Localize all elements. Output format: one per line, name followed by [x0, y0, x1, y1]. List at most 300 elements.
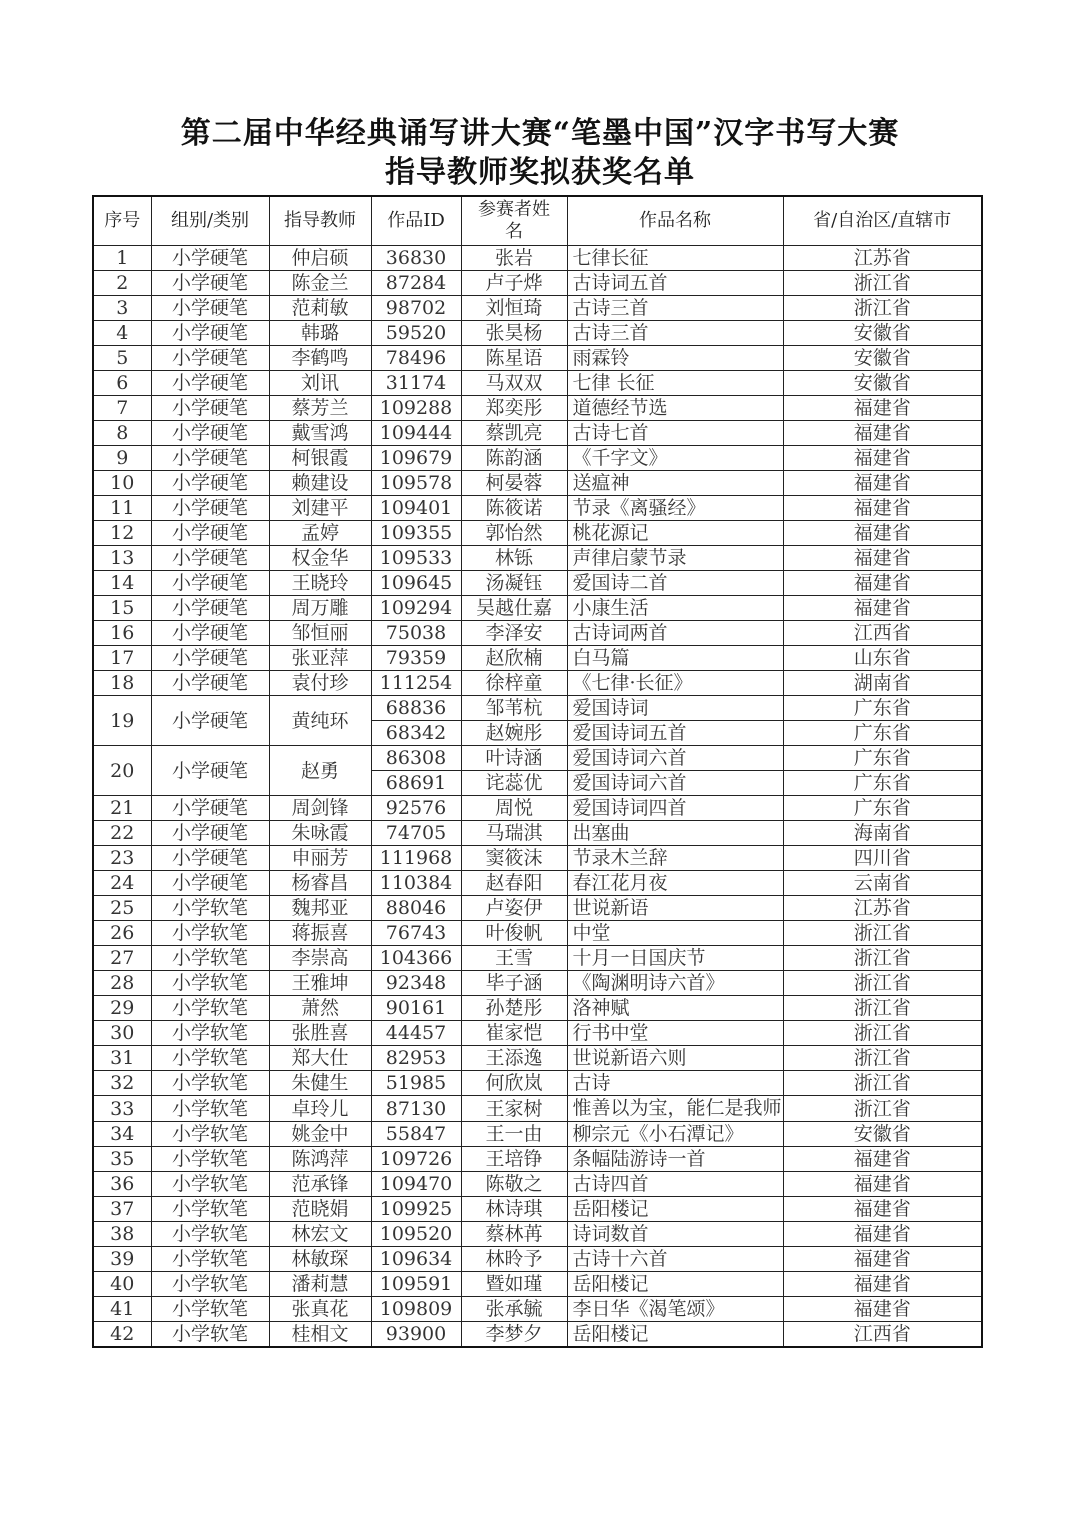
- province: 浙江省: [783, 946, 982, 971]
- table-row: [93, 746, 982, 771]
- province: 浙江省: [783, 296, 982, 321]
- work-name: 柳宗元《小石潭记》: [567, 1122, 783, 1147]
- group-category: 小学软笔: [151, 1247, 269, 1272]
- row-number: 5: [93, 346, 151, 371]
- work-name: 古诗词两首: [567, 621, 783, 646]
- table-row: [93, 546, 982, 571]
- group-category: 小学硬笔: [151, 746, 269, 796]
- group-category: 小学软笔: [151, 1021, 269, 1046]
- table-row: [93, 621, 982, 646]
- work-name: 爱国诗词五首: [567, 721, 783, 746]
- student-name: 李泽安: [461, 621, 567, 646]
- province: 福建省: [783, 1172, 982, 1197]
- teacher-name: 韩璐: [269, 321, 371, 346]
- row-number: 31: [93, 1046, 151, 1071]
- group-category: 小学硬笔: [151, 396, 269, 421]
- group-category: 小学硬笔: [151, 346, 269, 371]
- table-header-row: [93, 196, 982, 246]
- province: 广东省: [783, 696, 982, 721]
- group-category: 小学软笔: [151, 1197, 269, 1222]
- province: 浙江省: [783, 271, 982, 296]
- award-list-table: [92, 195, 983, 1348]
- work-name: 古诗三首: [567, 321, 783, 346]
- teacher-name: 戴雪鸿: [269, 421, 371, 446]
- student-name: 邹苇杭: [461, 696, 567, 721]
- work-id: 86308: [371, 746, 461, 771]
- table-row: [93, 521, 982, 546]
- student-name: 陈敬之: [461, 1172, 567, 1197]
- table-row: [93, 396, 982, 421]
- work-name: 桃花源记: [567, 521, 783, 546]
- province: 福建省: [783, 521, 982, 546]
- province: 江西省: [783, 621, 982, 646]
- row-number: 8: [93, 421, 151, 446]
- work-id: 110384: [371, 871, 461, 896]
- group-category: 小学软笔: [151, 1046, 269, 1071]
- table-row: [93, 571, 982, 596]
- student-name: 毕子涵: [461, 971, 567, 996]
- teacher-name: 刘建平: [269, 496, 371, 521]
- work-name: 七律 长征: [567, 371, 783, 396]
- table-row: [93, 1272, 982, 1297]
- province: 福建省: [783, 1297, 982, 1322]
- row-number: 6: [93, 371, 151, 396]
- teacher-name: 林敏琛: [269, 1247, 371, 1272]
- teacher-name: 范莉敏: [269, 296, 371, 321]
- work-name: 行书中堂: [567, 1021, 783, 1046]
- student-name: 孙楚彤: [461, 996, 567, 1021]
- teacher-name: 杨睿昌: [269, 871, 371, 896]
- table-row: [93, 921, 982, 946]
- teacher-name: 蒋振喜: [269, 921, 371, 946]
- student-name: 赵春阳: [461, 871, 567, 896]
- province: 浙江省: [783, 1071, 982, 1096]
- student-name: 王一由: [461, 1122, 567, 1147]
- header-student: 参赛者姓名: [461, 196, 567, 246]
- student-name: 诧蕊优: [461, 771, 567, 796]
- work-id: 92348: [371, 971, 461, 996]
- row-number: 34: [93, 1122, 151, 1147]
- teacher-name: 陈鸿萍: [269, 1147, 371, 1172]
- row-number: 16: [93, 621, 151, 646]
- row-number: 35: [93, 1147, 151, 1172]
- teacher-name: 李鹤鸣: [269, 346, 371, 371]
- work-name: 李日华《渴笔颂》: [567, 1297, 783, 1322]
- work-id: 109533: [371, 546, 461, 571]
- work-name: 节录木兰辞: [567, 846, 783, 871]
- work-id: 109520: [371, 1222, 461, 1247]
- table-row: [93, 646, 982, 671]
- group-category: 小学硬笔: [151, 821, 269, 846]
- work-id: 109288: [371, 396, 461, 421]
- student-name: 陈韵涵: [461, 446, 567, 471]
- row-number: 3: [93, 296, 151, 321]
- work-id: 78496: [371, 346, 461, 371]
- work-name: 中堂: [567, 921, 783, 946]
- row-number: 17: [93, 646, 151, 671]
- province: 福建省: [783, 471, 982, 496]
- teacher-name: 周剑锋: [269, 796, 371, 821]
- student-name: 郭怡然: [461, 521, 567, 546]
- group-category: 小学硬笔: [151, 696, 269, 746]
- province: 云南省: [783, 871, 982, 896]
- work-name: 《千字文》: [567, 446, 783, 471]
- student-name: 蔡凯亮: [461, 421, 567, 446]
- province: 浙江省: [783, 921, 982, 946]
- student-name: 王家树: [461, 1096, 567, 1122]
- work-id: 31174: [371, 371, 461, 396]
- province: 安徽省: [783, 1122, 982, 1147]
- work-id: 109355: [371, 521, 461, 546]
- table-row: [93, 1247, 982, 1272]
- teacher-name: 魏邦亚: [269, 896, 371, 921]
- work-name: 古诗七首: [567, 421, 783, 446]
- group-category: 小学硬笔: [151, 296, 269, 321]
- work-name: 惟善以为宝，能仁是我师: [567, 1096, 783, 1122]
- work-id: 109591: [371, 1272, 461, 1297]
- student-name: 周悦: [461, 796, 567, 821]
- group-category: 小学软笔: [151, 996, 269, 1021]
- work-name: 岳阳楼记: [567, 1197, 783, 1222]
- work-name: 春江花月夜: [567, 871, 783, 896]
- teacher-name: 申丽芳: [269, 846, 371, 871]
- group-category: 小学硬笔: [151, 671, 269, 696]
- work-name: 节录《离骚经》: [567, 496, 783, 521]
- group-category: 小学软笔: [151, 1147, 269, 1172]
- work-id: 36830: [371, 246, 461, 271]
- row-number: 38: [93, 1222, 151, 1247]
- header-work-id: 作品ID: [371, 196, 461, 246]
- row-number: 9: [93, 446, 151, 471]
- row-number: 41: [93, 1297, 151, 1322]
- work-name: 七律长征: [567, 246, 783, 271]
- student-name: 卢子烨: [461, 271, 567, 296]
- work-id: 109470: [371, 1172, 461, 1197]
- teacher-name: 王雅坤: [269, 971, 371, 996]
- work-name: 爱国诗词: [567, 696, 783, 721]
- table-row: [93, 996, 982, 1021]
- province: 安徽省: [783, 371, 982, 396]
- teacher-name: 朱健生: [269, 1071, 371, 1096]
- table-row: [93, 496, 982, 521]
- student-name: 王添逸: [461, 1046, 567, 1071]
- work-id: 76743: [371, 921, 461, 946]
- row-number: 21: [93, 796, 151, 821]
- table-row: [93, 846, 982, 871]
- table-row: [93, 671, 982, 696]
- student-name: 王培铮: [461, 1147, 567, 1172]
- row-number: 23: [93, 846, 151, 871]
- student-name: 张昊杨: [461, 321, 567, 346]
- work-name: 雨霖铃: [567, 346, 783, 371]
- row-number: 2: [93, 271, 151, 296]
- work-id: 104366: [371, 946, 461, 971]
- table-row: [93, 796, 982, 821]
- row-number: 12: [93, 521, 151, 546]
- row-number: 27: [93, 946, 151, 971]
- table-row: [93, 246, 982, 271]
- teacher-name: 郑大仕: [269, 1046, 371, 1071]
- work-name: 白马篇: [567, 646, 783, 671]
- row-number: 10: [93, 471, 151, 496]
- table-row: [93, 271, 982, 296]
- table-row: [93, 1297, 982, 1322]
- work-name: 声律启蒙节录: [567, 546, 783, 571]
- work-id: 87284: [371, 271, 461, 296]
- group-category: 小学软笔: [151, 946, 269, 971]
- table-row: [93, 1197, 982, 1222]
- work-id: 88046: [371, 896, 461, 921]
- group-category: 小学软笔: [151, 1322, 269, 1348]
- table-row: [93, 371, 982, 396]
- student-name: 马双双: [461, 371, 567, 396]
- work-id: 75038: [371, 621, 461, 646]
- province: 浙江省: [783, 971, 982, 996]
- teacher-name: 邹恒丽: [269, 621, 371, 646]
- student-name: 汤凝钰: [461, 571, 567, 596]
- province: 四川省: [783, 846, 982, 871]
- teacher-name: 范承锋: [269, 1172, 371, 1197]
- work-id: 51985: [371, 1071, 461, 1096]
- row-number: 4: [93, 321, 151, 346]
- student-name: 叶俊帆: [461, 921, 567, 946]
- row-number: 32: [93, 1071, 151, 1096]
- header-teacher: 指导教师: [269, 196, 371, 246]
- table-row: [93, 971, 982, 996]
- row-number: 42: [93, 1322, 151, 1348]
- group-category: 小学硬笔: [151, 871, 269, 896]
- table-row: [93, 1122, 982, 1147]
- province: 福建省: [783, 1272, 982, 1297]
- work-name: 条幅陆游诗一首: [567, 1147, 783, 1172]
- work-name: 古诗: [567, 1071, 783, 1096]
- row-number: 33: [93, 1096, 151, 1122]
- teacher-name: 卓玲儿: [269, 1096, 371, 1122]
- work-name: 道德经节选: [567, 396, 783, 421]
- row-number: 11: [93, 496, 151, 521]
- work-name: 古诗十六首: [567, 1247, 783, 1272]
- group-category: 小学硬笔: [151, 796, 269, 821]
- work-name: 爱国诗词六首: [567, 771, 783, 796]
- province: 广东省: [783, 721, 982, 746]
- row-number: 15: [93, 596, 151, 621]
- teacher-name: 王晓玲: [269, 571, 371, 596]
- table-row: [93, 946, 982, 971]
- province: 福建省: [783, 1197, 982, 1222]
- province: 安徽省: [783, 321, 982, 346]
- province: 福建省: [783, 1222, 982, 1247]
- province: 福建省: [783, 396, 982, 421]
- table-row: [93, 1322, 982, 1348]
- teacher-name: 萧然: [269, 996, 371, 1021]
- teacher-name: 刘讯: [269, 371, 371, 396]
- work-id: 59520: [371, 321, 461, 346]
- province: 江苏省: [783, 246, 982, 271]
- work-id: 109634: [371, 1247, 461, 1272]
- teacher-name: 张真花: [269, 1297, 371, 1322]
- work-id: 82953: [371, 1046, 461, 1071]
- province: 浙江省: [783, 1096, 982, 1122]
- work-id: 68691: [371, 771, 461, 796]
- row-number: 19: [93, 696, 151, 746]
- row-number: 30: [93, 1021, 151, 1046]
- work-id: 109925: [371, 1197, 461, 1222]
- student-name: 林诗琪: [461, 1197, 567, 1222]
- work-name: 岳阳楼记: [567, 1272, 783, 1297]
- work-id: 109401: [371, 496, 461, 521]
- row-number: 29: [93, 996, 151, 1021]
- student-name: 蔡林苒: [461, 1222, 567, 1247]
- teacher-name: 张亚萍: [269, 646, 371, 671]
- student-name: 陈筱诺: [461, 496, 567, 521]
- group-category: 小学软笔: [151, 1222, 269, 1247]
- teacher-name: 黄纯环: [269, 696, 371, 746]
- province: 江苏省: [783, 896, 982, 921]
- work-name: 小康生活: [567, 596, 783, 621]
- work-id: 98702: [371, 296, 461, 321]
- student-name: 李梦夕: [461, 1322, 567, 1348]
- work-name: 出塞曲: [567, 821, 783, 846]
- work-name: 送瘟神: [567, 471, 783, 496]
- work-name: 洛神赋: [567, 996, 783, 1021]
- student-name: 窦筱沫: [461, 846, 567, 871]
- student-name: 叶诗涵: [461, 746, 567, 771]
- teacher-name: 姚金中: [269, 1122, 371, 1147]
- header-group: 组别/类别: [151, 196, 269, 246]
- work-id: 44457: [371, 1021, 461, 1046]
- teacher-name: 桂相文: [269, 1322, 371, 1348]
- group-category: 小学硬笔: [151, 521, 269, 546]
- province: 湖南省: [783, 671, 982, 696]
- document-subtitle: 指导教师奖拟获奖名单: [385, 155, 695, 190]
- work-id: 93900: [371, 1322, 461, 1348]
- province: 山东省: [783, 646, 982, 671]
- table-row: [93, 1021, 982, 1046]
- student-name: 徐梓童: [461, 671, 567, 696]
- row-number: 1: [93, 246, 151, 271]
- student-name: 吴越仕嘉: [461, 596, 567, 621]
- group-category: 小学硬笔: [151, 571, 269, 596]
- row-number: 13: [93, 546, 151, 571]
- province: 海南省: [783, 821, 982, 846]
- document-title: 第二届中华经典诵写讲大赛“笔墨中国”汉字书写大赛: [180, 116, 900, 151]
- group-category: 小学软笔: [151, 1172, 269, 1197]
- province: 福建省: [783, 546, 982, 571]
- teacher-name: 周万雕: [269, 596, 371, 621]
- table-row: [93, 696, 982, 721]
- row-number: 26: [93, 921, 151, 946]
- teacher-name: 孟婷: [269, 521, 371, 546]
- table-row: [93, 421, 982, 446]
- teacher-name: 范晓娟: [269, 1197, 371, 1222]
- teacher-name: 赵勇: [269, 746, 371, 796]
- work-id: 68836: [371, 696, 461, 721]
- group-category: 小学硬笔: [151, 246, 269, 271]
- province: 广东省: [783, 771, 982, 796]
- work-name: 爱国诗二首: [567, 571, 783, 596]
- work-id: 79359: [371, 646, 461, 671]
- teacher-name: 赖建设: [269, 471, 371, 496]
- group-category: 小学硬笔: [151, 621, 269, 646]
- teacher-name: 陈金兰: [269, 271, 371, 296]
- student-name: 崔家恺: [461, 1021, 567, 1046]
- table-row: [93, 1147, 982, 1172]
- group-category: 小学硬笔: [151, 546, 269, 571]
- table-row: [93, 1046, 982, 1071]
- work-name: 岳阳楼记: [567, 1322, 783, 1348]
- student-name: 赵欣楠: [461, 646, 567, 671]
- work-name: 《七律·长征》: [567, 671, 783, 696]
- student-name: 何欣岚: [461, 1071, 567, 1096]
- table-row: [93, 821, 982, 846]
- student-name: 林昤予: [461, 1247, 567, 1272]
- table-row: [93, 1222, 982, 1247]
- work-id: 92576: [371, 796, 461, 821]
- work-id: 109679: [371, 446, 461, 471]
- row-number: 18: [93, 671, 151, 696]
- student-name: 卢姿伊: [461, 896, 567, 921]
- row-number: 40: [93, 1272, 151, 1297]
- group-category: 小学硬笔: [151, 321, 269, 346]
- header-province: 省/自治区/直辖市: [783, 196, 982, 246]
- row-number: 39: [93, 1247, 151, 1272]
- student-name: 郑奕彤: [461, 396, 567, 421]
- student-name: 柯晏蓉: [461, 471, 567, 496]
- table-row: [93, 321, 982, 346]
- work-id: 109294: [371, 596, 461, 621]
- row-number: 7: [93, 396, 151, 421]
- work-id: 109726: [371, 1147, 461, 1172]
- teacher-name: 林宏文: [269, 1222, 371, 1247]
- table-row: [93, 1172, 982, 1197]
- header-work-name: 作品名称: [567, 196, 783, 246]
- group-category: 小学软笔: [151, 896, 269, 921]
- table-row: [93, 346, 982, 371]
- group-category: 小学软笔: [151, 1096, 269, 1122]
- teacher-name: 蔡芳兰: [269, 396, 371, 421]
- student-name: 马瑞淇: [461, 821, 567, 846]
- table-row: [93, 896, 982, 921]
- province: 江西省: [783, 1322, 982, 1348]
- table-row: [93, 1096, 982, 1122]
- province: 安徽省: [783, 346, 982, 371]
- table-row: [93, 446, 982, 471]
- work-name: 爱国诗词四首: [567, 796, 783, 821]
- work-id: 111968: [371, 846, 461, 871]
- group-category: 小学软笔: [151, 1071, 269, 1096]
- province: 浙江省: [783, 996, 982, 1021]
- group-category: 小学硬笔: [151, 646, 269, 671]
- work-id: 109809: [371, 1297, 461, 1322]
- table-row: [93, 296, 982, 321]
- group-category: 小学硬笔: [151, 471, 269, 496]
- row-number: 22: [93, 821, 151, 846]
- group-category: 小学硬笔: [151, 596, 269, 621]
- group-category: 小学软笔: [151, 1272, 269, 1297]
- group-category: 小学硬笔: [151, 371, 269, 396]
- province: 福建省: [783, 571, 982, 596]
- province: 浙江省: [783, 1046, 982, 1071]
- group-category: 小学硬笔: [151, 421, 269, 446]
- province: 广东省: [783, 796, 982, 821]
- work-id: 74705: [371, 821, 461, 846]
- province: 广东省: [783, 746, 982, 771]
- teacher-name: 李崇高: [269, 946, 371, 971]
- group-category: 小学软笔: [151, 971, 269, 996]
- teacher-name: 权金华: [269, 546, 371, 571]
- province: 福建省: [783, 1147, 982, 1172]
- student-name: 刘恒琦: [461, 296, 567, 321]
